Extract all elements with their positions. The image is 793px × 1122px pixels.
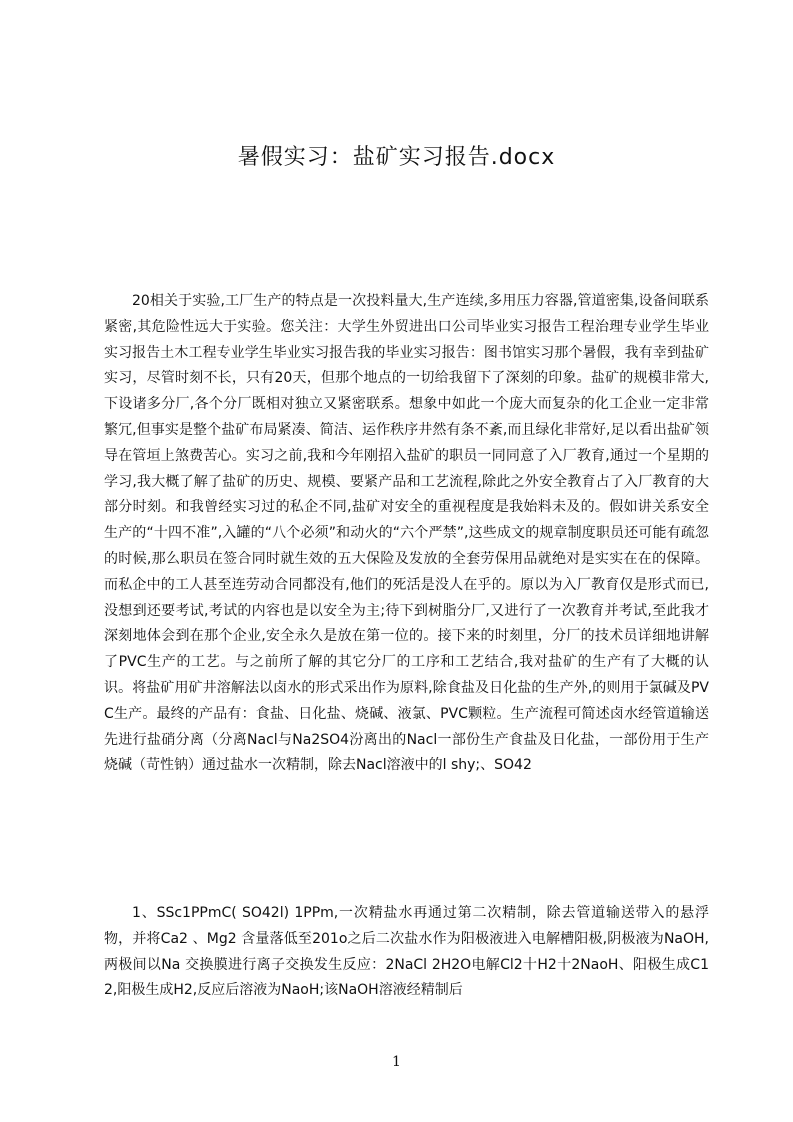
- page-number: 1: [392, 1054, 401, 1070]
- body-paragraph-2: 1、SSc1PPmC( SO42l) 1PPm,一次精盐水再通过第二次精制，除去管道输送带入的悬浮物，并将Ca2 、Mg2 含量落低至201o之后二次盐水作为阳极液进入电解槽阳极,阴极液为NaOH,两极间以Na 交换膜进行离子交换发生反应：2NaCl 2H2O电解Cl2十H2十2NaoH、阳极生成C12,阳极生成H2,反应后溶液为NaoH;该NaOH溶液经精制后: [104, 905, 709, 999]
- document-title: 暑假实习：盐矿实习报告.docx: [237, 145, 556, 170]
- body-paragraph-1: 20相关于实验,工厂生产的特点是一次投料量大,生产连续,多用压力容器,管道密集,设备间联系紧密,其危险性远大于实验。您关注：大学生外贸进出口公司毕业实习报告工程治理专业学生毕业实习报告土木工程专业学生毕业实习报告我的毕业实习报告：图书馆实习那个暑假，我有幸到盐矿实习，尽管时刻不长，只有20天，但那个地点的一切给我留下了深刻的印象。盐矿的规模非常大,下设诸多分厂,各个分厂既相对独立又紧密联系。想象中如此一个庞大而复杂的化工企业一定非常繁冗,但事实是整个盐矿布局紧凑、简洁、运作秩序井然有条不紊,而且绿化非常好,足以看出盐矿领导在管垣上煞费苦心。实习之前,我和今年刚招入盐矿的职员一同同意了入厂教育,通过一个星期的学习,我大概了解了盐矿的历史、规模、要紧产品和工艺流程,除此之外安全教育占了入厂教育的大部分时刻。和我曾经实习过的私企不同,盐矿对安全的重视程度是我始料未及的。假如讲关系安全生产的“十四不准”,入罐的“八个必须”和动火的“六个严禁”,这些成文的规章制度职员还可能有疏忽的时候,那么职员在签合同时就生效的五大保险及发放的全套劳保用品就绝对是实实在在的保障。而私企中的工人甚至连劳动合同都没有,他们的死活是没人在乎的。原以为入厂教育仅是形式而已,没想到还要考试,考试的内容也是以安全为主;待下到树脂分厂,又进行了一次教育并考试,至此我才深刻地体会到在那个企业,安全永久是放在第一位的。接下来的时刻里，分厂的技术员详细地讲解了PVC生产的工艺。与之前所了解的其它分厂的工序和工艺结合,我对盐矿的生产有了大概的认识。将盐矿用矿井溶解法以卤水的形式采出作为原料,除食盐及日化盐的生产外,的则用于氯碱及PVC生产。最终的产品有：食盐、日化盐、烧碱、液氯、PVC颗粒。生产流程可简述卤水经管道输送先进行盐硝分离（分离Nacl与Na2SO4汾离出的Nacl一部份生产食盐及日化盐，一部份用于生产烧碱（苛性钠）通过盐水一次精制，除去Nacl溶液中的l shy;、SO42: [104, 293, 709, 774]
